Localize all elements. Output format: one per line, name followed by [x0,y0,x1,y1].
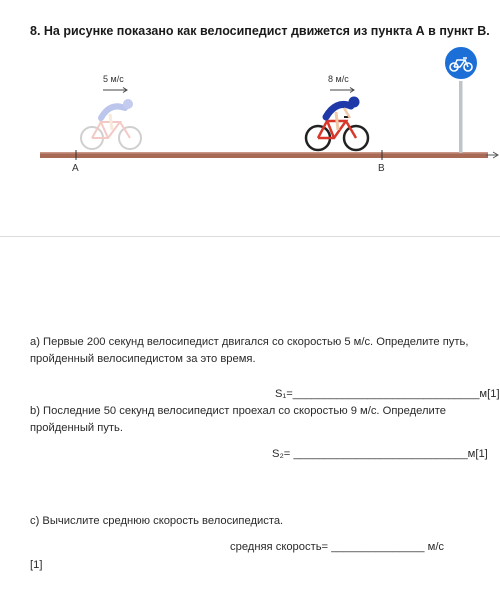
cyclist-figure [0,40,500,190]
cyclist-main [306,97,368,151]
answer-line-s1[interactable]: S₁=______________________________м[1] [275,388,500,400]
sign-post [459,80,463,153]
answer-line-s2[interactable]: S₂= ____________________________м[1] [272,448,488,460]
mark-label: [1] [30,559,43,571]
point-a-label: А [72,163,79,174]
question-c: c) Вычислите среднюю скорость велосипедиста. [30,515,284,527]
bicycle-sign-icon [444,46,478,80]
question-a: a) Первые 200 секунд велосипедист двигался со скоростью 5 м/с. Определите путь, пройденный велосипедистом за это время. [30,336,469,365]
task-title: 8. На рисунке показано как велосипедист движется из пункта А в пункт В. [30,24,490,38]
cyclist-ghost [81,99,141,149]
answer-line-average-speed[interactable]: средняя скорость= _______________ м/с [230,541,445,553]
question-b: b) Последние 50 секунд велосипедист проехал со скоростью 9 м/с. Определите пройденный путь. [30,405,446,434]
section-divider [0,236,500,237]
speed-b-label: 8 м/с [328,74,349,84]
speed-a-label: 5 м/с [103,74,124,84]
point-b-label: В [378,163,385,174]
